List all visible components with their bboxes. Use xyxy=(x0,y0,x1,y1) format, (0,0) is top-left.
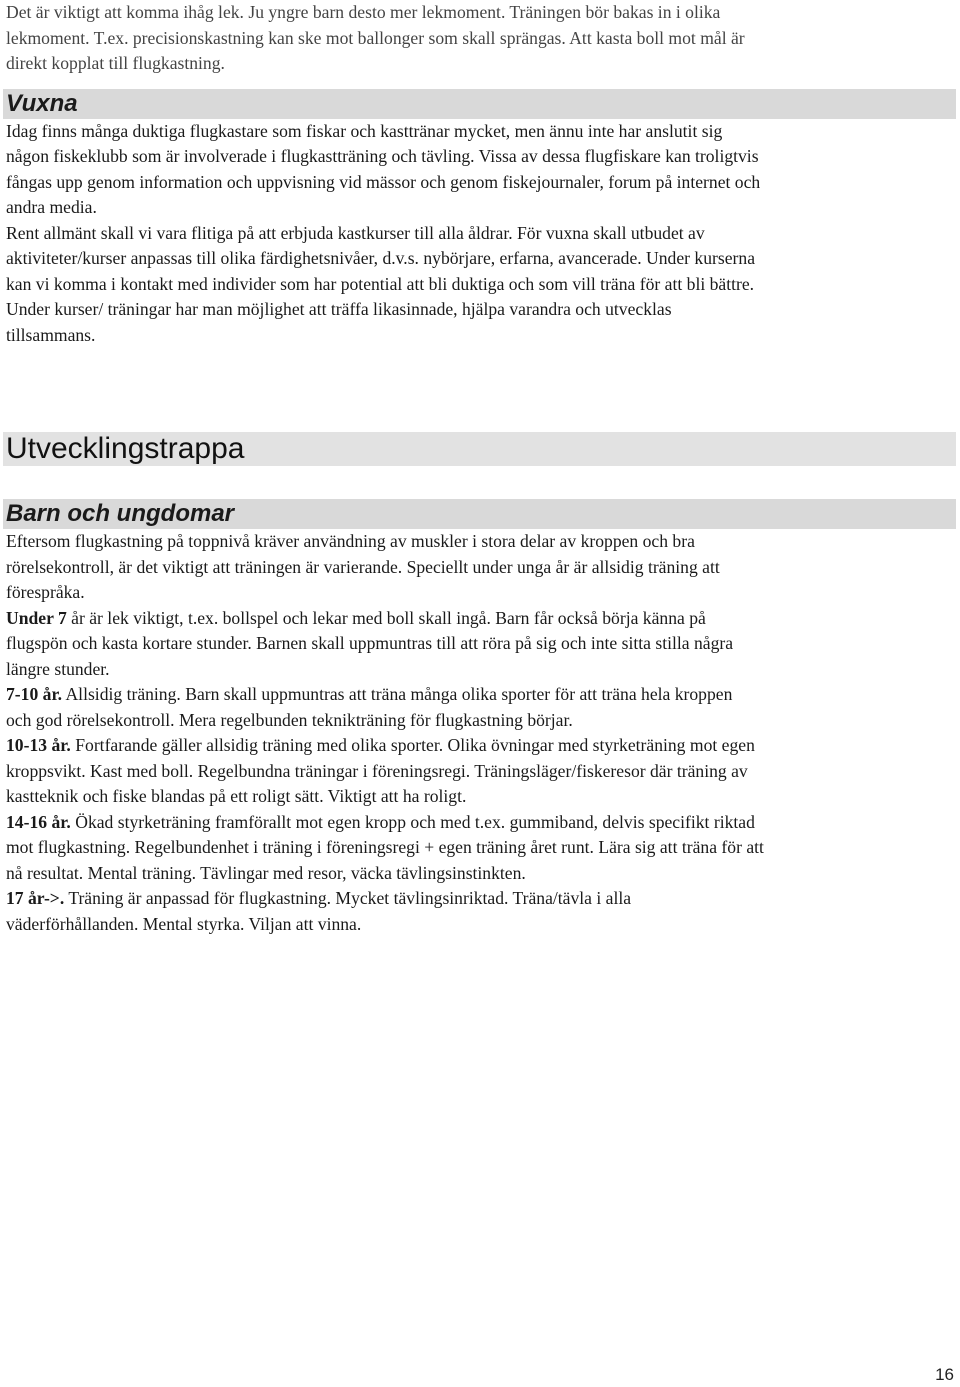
stage-line: och god rörelsekontroll. Mera regelbunden teknikträning för flugkastning börjar. xyxy=(6,709,573,730)
stage-10-13 xyxy=(6,733,956,810)
vuxna-line: tillsammans. xyxy=(6,324,96,345)
vuxna-line: någon fiskeklubb som är involverade i flugkastträning och tävling. Vissa av dessa flugfiskare kan troligtvis xyxy=(6,146,759,166)
stage-text: Träning är anpassad för flugkastning. Mycket tävlingsinriktad. Träna/tävla i alla xyxy=(64,888,632,908)
section-heading-utvecklingstrappa: Utvecklingstrappa xyxy=(3,432,956,466)
barn-line: Eftersom flugkastning på toppnivå kräver användning av muskler i stora delar av kroppen och bra xyxy=(6,531,695,551)
intro-paragraph xyxy=(6,0,956,77)
section-heading-vuxna: Vuxna xyxy=(3,89,956,119)
barn-line: rörelsekontroll, är det viktigt att träningen är varierande. Speciellt under unga år är allsidig träning att xyxy=(6,556,720,577)
barn-line: förespråka. xyxy=(6,582,85,602)
stage-line: väderförhållanden. Mental styrka. Viljan att vinna. xyxy=(6,913,362,934)
intro-line: Det är viktigt att komma ihåg lek. Ju yngre barn desto mer lekmoment. Träningen bör bakas in i olika xyxy=(6,2,721,22)
vuxna-line: Idag finns många duktiga flugkastare som fiskar och kasttränar mycket, men ännu inte har anslutit sig xyxy=(6,120,723,141)
stage-line: längre stunder. xyxy=(6,658,110,679)
stage-label: 7-10 år. xyxy=(6,684,63,704)
stage-line: nå resultat. Mental träning. Tävlingar med resor, väcka tävlingsinstinkten. xyxy=(6,862,526,883)
vuxna-line: aktiviteter/kurser anpassas till olika färdighetsnivåer, d.v.s. nybörjare, erfarna, avancerade. Under kurserna xyxy=(6,248,755,268)
vuxna-line: andra media. xyxy=(6,197,97,217)
vuxna-line: fångas upp genom information och uppvisning vid mässor och genom fiskejournaler, forum på internet och xyxy=(6,171,761,192)
stage-label: Under 7 xyxy=(6,607,67,628)
stage-text: Ökad styrketräning framförallt mot egen kropp och med t.ex. gummiband, delvis specifikt riktad xyxy=(70,811,755,832)
stage-label: 17 år->. xyxy=(6,888,65,908)
stage-line: kroppsvikt. Kast med boll. Regelbundna träningar i föreningsregi. Träningsläger/fiskeresor där träning av xyxy=(6,760,748,781)
vuxna-line: kan vi komma i kontakt med individer som har potential att bli duktiga och som vill träna för att bli bättre. xyxy=(6,273,755,294)
barn-paragraph xyxy=(6,529,956,606)
stage-under-7 xyxy=(6,606,956,683)
stage-text: år är lek viktigt, t.ex. bollspel och lekar med boll skall ingå. Barn får också börja känna på xyxy=(66,607,706,628)
vuxna-line: Under kurser/ träningar har man möjlighet att träffa likasinnade, hjälpa varandra och utvecklas xyxy=(6,299,672,319)
stage-label: 10-13 år. xyxy=(6,735,71,755)
stage-14-16 xyxy=(6,810,956,887)
stage-17-plus xyxy=(6,886,956,937)
vuxna-line: Rent allmänt skall vi vara flitiga på att erbjuda kastkurser till alla åldrar. För vuxna skall utbudet av xyxy=(6,222,705,243)
section-heading-barn-och-ungdomar: Barn och ungdomar xyxy=(3,499,956,529)
page-number: 16 xyxy=(935,1365,954,1384)
stage-text: Fortfarande gäller allsidig träning med olika sporter. Olika övningar med styrketräning mot egen xyxy=(70,735,755,755)
document-page xyxy=(6,0,956,937)
stage-line: kastteknik och fiske blandas på ett roligt sätt. Viktigt att ha roligt. xyxy=(6,786,467,806)
stage-7-10 xyxy=(6,682,956,733)
intro-line: direkt kopplat till flugkastning. xyxy=(6,53,225,73)
stage-label: 14-16 år. xyxy=(6,811,71,832)
stage-line: mot flugkastning. Regelbundenhet i träning i föreningsregi + egen träning året runt. Lära sig att träna för att xyxy=(6,837,764,857)
intro-line: lekmoment. T.ex. precisionskastning kan ske mot ballonger som skall sprängas. Att kasta boll mot mål är xyxy=(6,27,745,48)
vuxna-paragraph xyxy=(6,119,956,349)
stage-text: Allsidig träning. Barn skall uppmuntras att träna många olika sporter för att träna hela kroppen xyxy=(62,684,733,704)
stage-line: flugspön och kasta kortare stunder. Barnen skall uppmuntras till att röra på sig och inte sitta stilla några xyxy=(6,633,734,653)
